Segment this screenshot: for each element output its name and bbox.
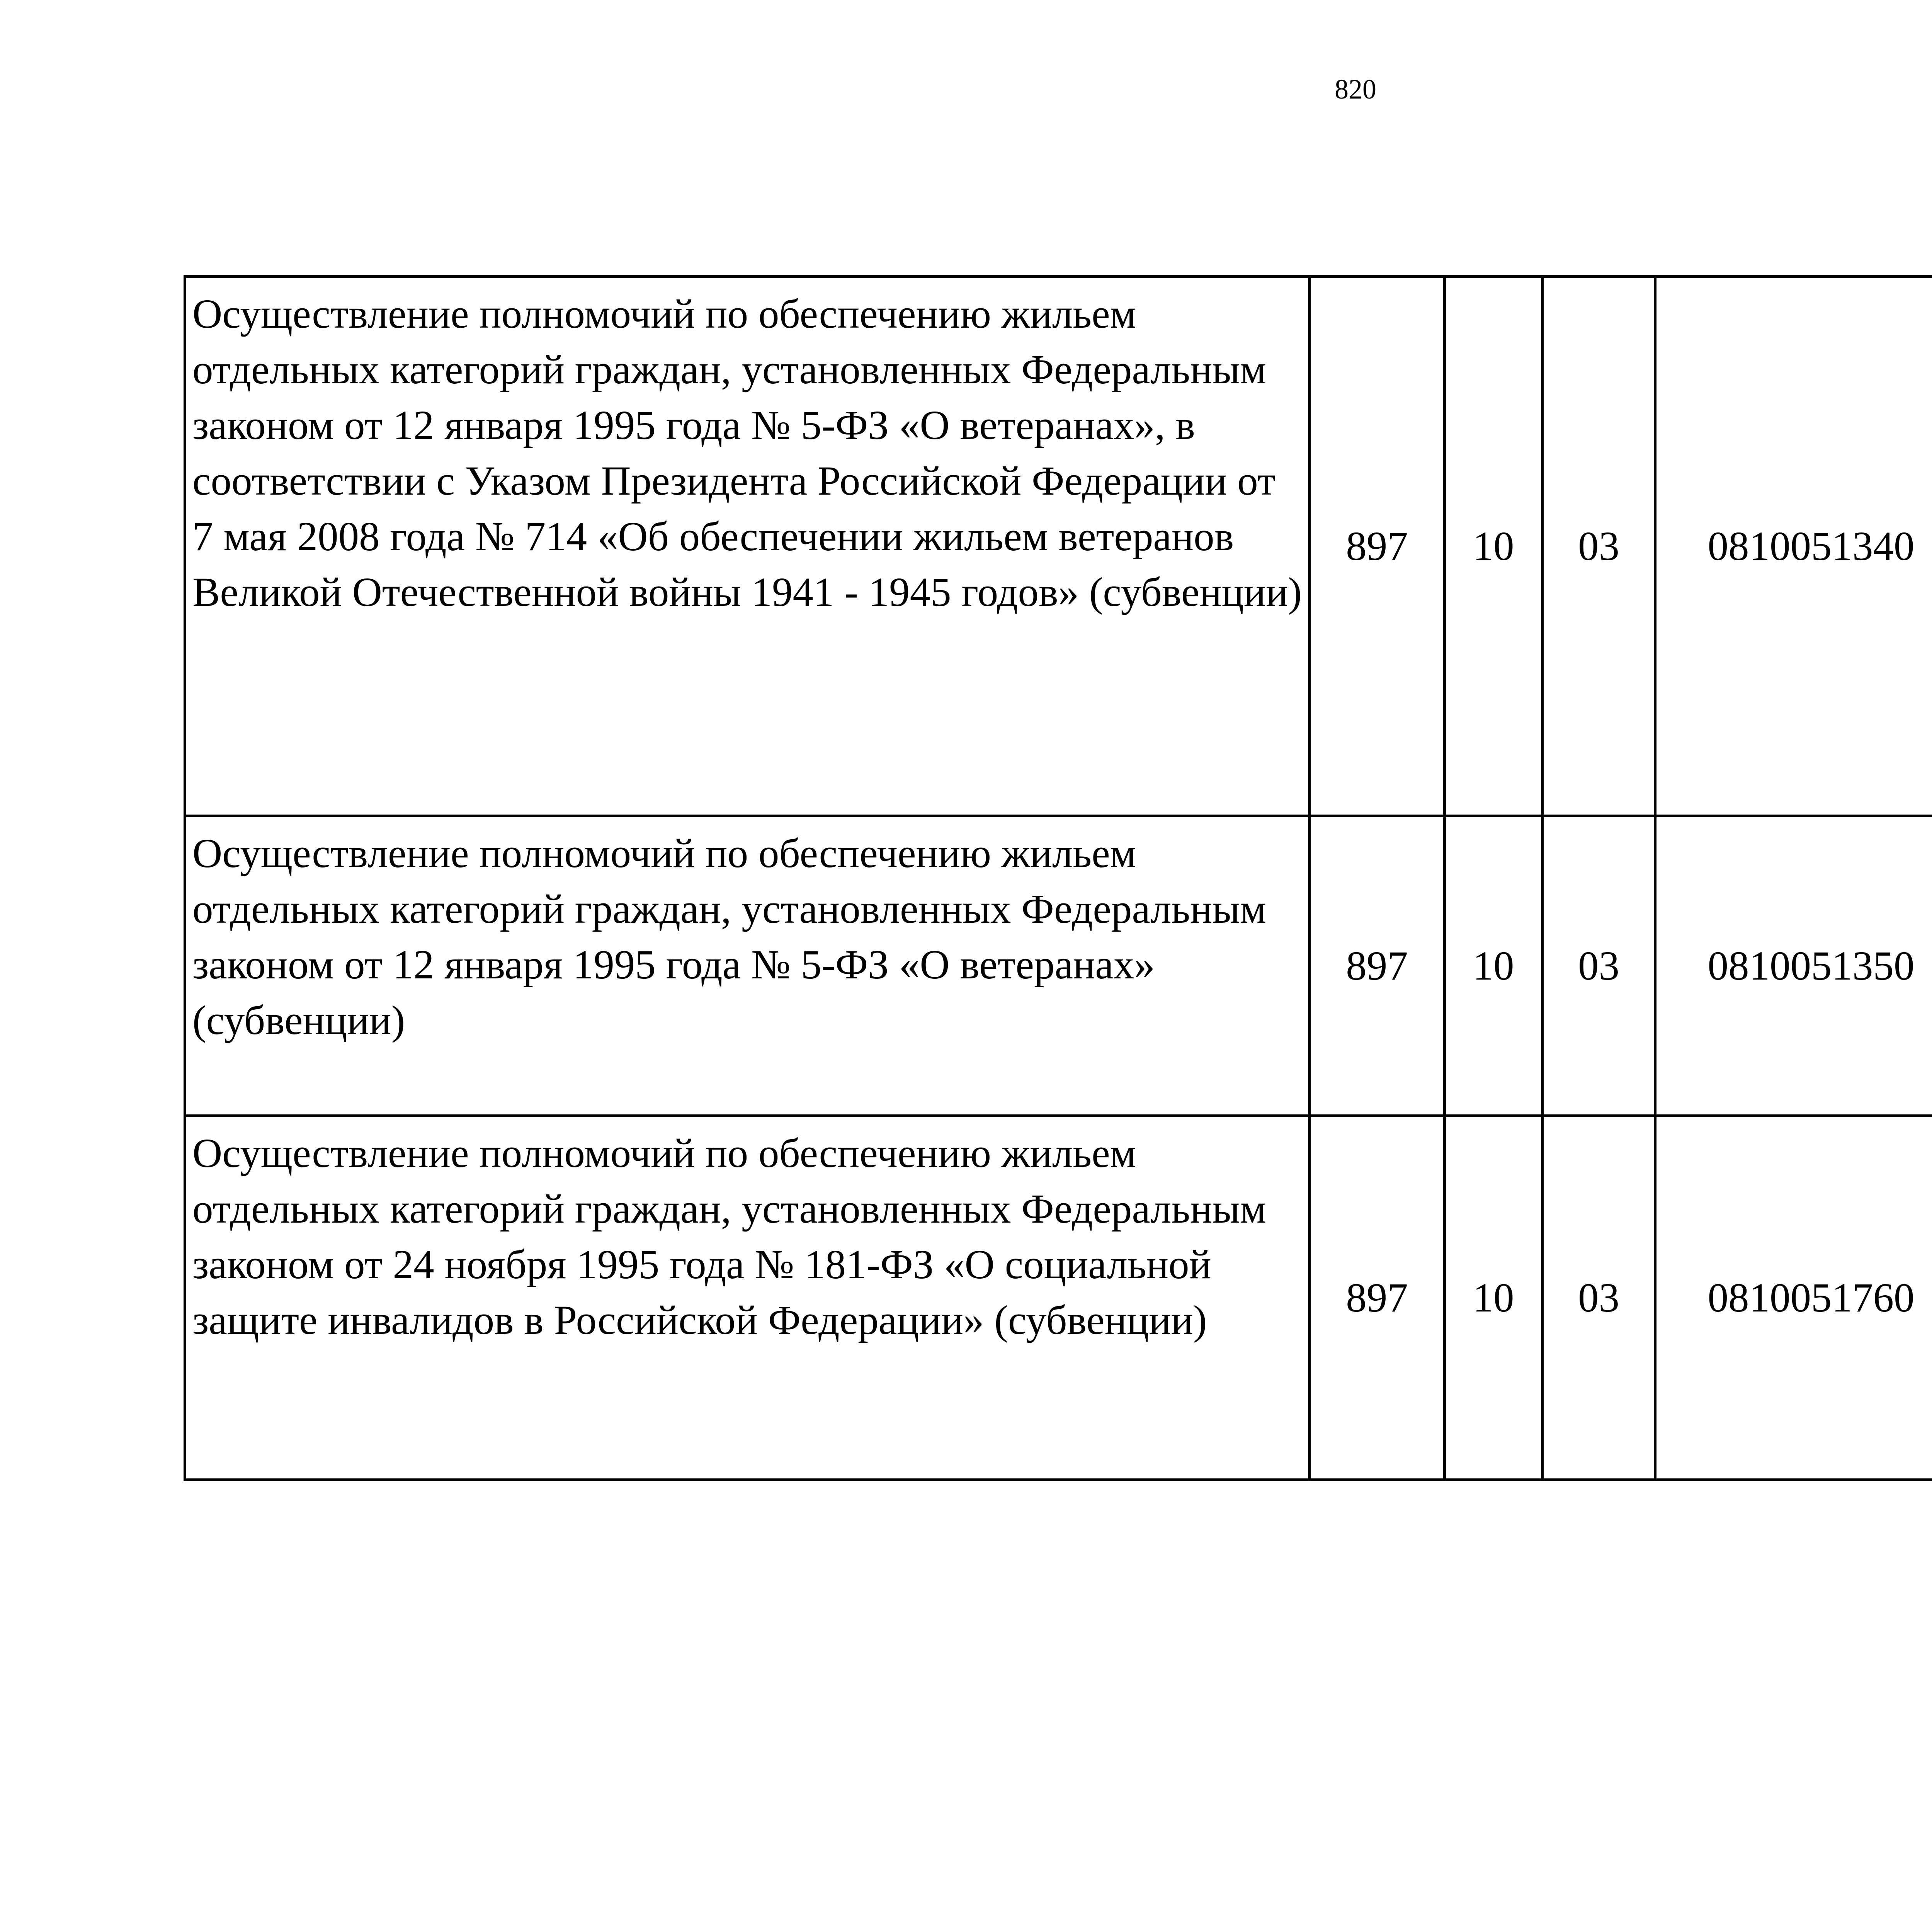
ministry-code: 897 [1310,1116,1445,1480]
row-description: Осуществление полномочий по обеспечению жильем отдельных категорий граждан, установленных Федеральным законом от 12 января 1995 года № 5-ФЗ «О ветеранах», в соответствии с Указом Президента Российской Федерации от 7 мая 2008 года № 714 «Об обеспечении жильем ветеранов Великой Отечественной войны 1941 - 1945 годов» (субвенции) [185,277,1310,816]
table-row [185,277,1932,816]
section-code: 10 [1445,816,1543,1116]
ministry-code: 897 [1310,816,1445,1116]
subsection-code: 03 [1543,277,1655,816]
row-description: Осуществление полномочий по обеспечению жильем отдельных категорий граждан, установленных Федеральным законом от 12 января 1995 года № 5-ФЗ «О ветеранах» (субвенции) [185,816,1310,1116]
target-article-code: 0810051340 [1655,277,1932,816]
subsection-code: 03 [1543,1116,1655,1480]
row-description: Осуществление полномочий по обеспечению жильем отдельных категорий граждан, установленных Федеральным законом от 24 ноября 1995 года № 181-ФЗ «О социальной защите инвалидов в Российской Федерации» (субвенции) [185,1116,1310,1480]
ministry-code: 897 [1310,277,1445,816]
budget-table [184,275,1932,1481]
table-row [185,816,1932,1116]
section-code: 10 [1445,277,1543,816]
subsection-code: 03 [1543,816,1655,1116]
section-code: 10 [1445,1116,1543,1480]
target-article-code: 0810051760 [1655,1116,1932,1480]
target-article-code: 0810051350 [1655,816,1932,1116]
page-number: 820 [1335,74,1376,105]
table-row [185,1116,1932,1480]
